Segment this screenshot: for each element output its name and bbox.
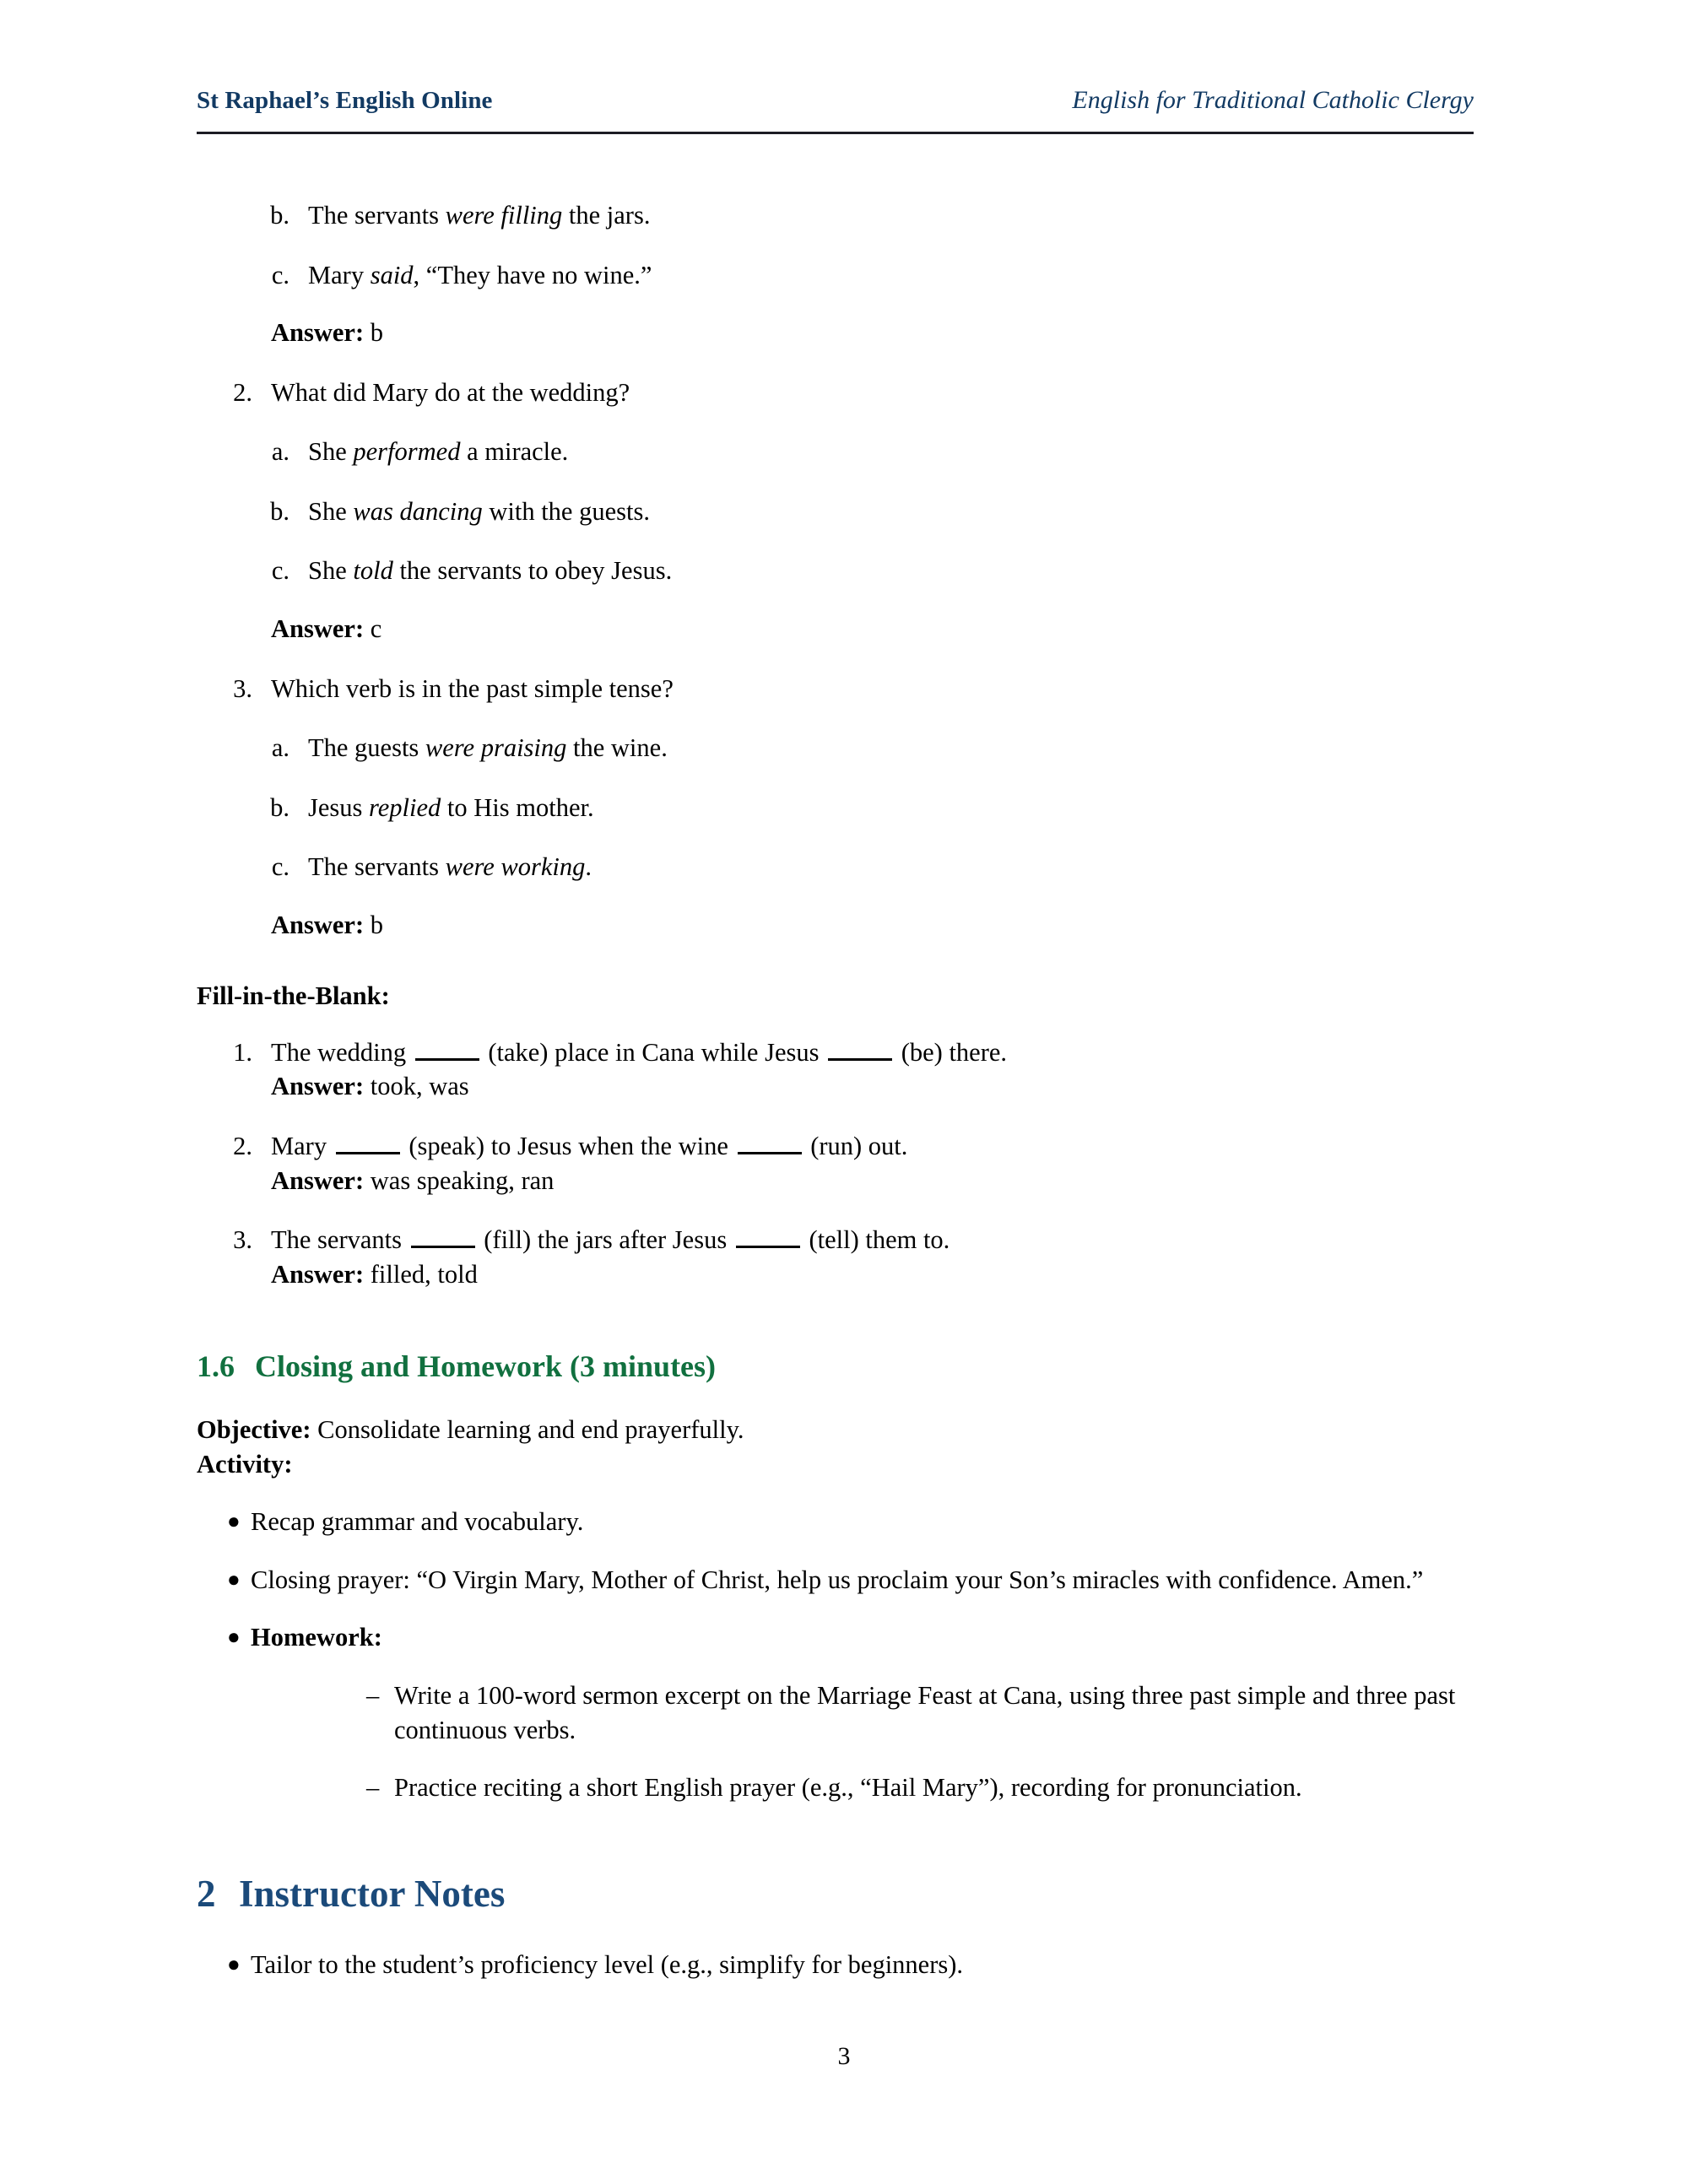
option-item — [197, 435, 1474, 469]
continued-options-list — [197, 198, 1474, 292]
objective-block — [197, 1413, 1474, 1481]
option-text-post: . — [585, 852, 592, 882]
option-text — [308, 556, 672, 585]
fib-sentence — [271, 1225, 950, 1254]
option-text-emphasis: was dancing — [353, 496, 483, 526]
fib-part2: (take) place in Cana while Jesus — [481, 1037, 826, 1067]
blank-underline — [411, 1225, 475, 1248]
section-title: Instructor Notes — [239, 1872, 506, 1915]
homework-sub-list — [251, 1679, 1474, 1805]
instructor-notes-list — [197, 1948, 1474, 1982]
fib-part1: The servants — [271, 1225, 408, 1255]
blank-underline — [415, 1037, 479, 1060]
option-text — [308, 437, 568, 466]
subsection-heading-closing — [197, 1347, 1474, 1387]
answer-label: Answer: — [271, 318, 365, 348]
option-text-post: with the guests. — [482, 496, 650, 526]
option-item — [197, 731, 1474, 765]
question-item — [197, 672, 1474, 706]
fill-in-the-blank-heading: Fill-in-the-Blank: — [197, 981, 390, 1011]
option-item — [197, 791, 1474, 825]
fib-part3: (run) out. — [803, 1132, 908, 1160]
fib-part1: The wedding — [271, 1037, 413, 1067]
question-text: Which verb is in the past simple tense? — [271, 673, 674, 703]
question-marker: 2. — [233, 377, 252, 407]
option-text-pre: Jesus — [308, 792, 370, 822]
objective-text: Consolidate learning and end prayerfully. — [311, 1415, 744, 1445]
option-list — [197, 731, 1474, 884]
objective-label: Objective: — [197, 1415, 311, 1445]
subsection-number: 1.6 — [197, 1349, 235, 1384]
option-text-emphasis: performed — [353, 437, 461, 467]
blank-underline — [336, 1132, 400, 1154]
fib-marker: 3. — [233, 1225, 252, 1255]
answer-line — [197, 316, 1474, 350]
answer-label: Answer: — [271, 614, 365, 643]
option-text — [308, 497, 650, 526]
question-marker: 3. — [233, 673, 252, 703]
bullet-icon: ● — [227, 1952, 241, 1977]
option-text-emphasis: were praising — [425, 733, 567, 763]
question-text: What did Mary do at the wedding? — [271, 377, 630, 407]
fib-part3: (tell) them to. — [802, 1225, 950, 1255]
fill-in-the-blank-item — [197, 1223, 1474, 1291]
option-marker: b. — [270, 201, 289, 230]
question-item — [197, 376, 1474, 410]
list-item-label: Recap grammar and vocabulary. — [251, 1507, 584, 1537]
fib-sentence — [271, 1132, 907, 1160]
option-text-post: the servants to obey Jesus. — [392, 556, 673, 586]
fib-part1: Mary — [271, 1132, 333, 1160]
blank-underline — [828, 1037, 892, 1060]
fib-answer-line — [271, 1164, 1474, 1198]
homework-label: Homework: — [251, 1623, 382, 1652]
option-marker: a. — [271, 733, 289, 763]
option-text-pre: She — [308, 437, 354, 467]
option-text-post: to His mother. — [441, 792, 594, 822]
question-list — [197, 672, 1474, 706]
option-text — [308, 261, 652, 289]
option-text-pre: The guests — [308, 733, 425, 763]
fib-sentence — [271, 1038, 1007, 1067]
blank-underline — [738, 1132, 802, 1154]
blank-underline — [736, 1225, 800, 1248]
subsection-title: Closing and Homework (3 minutes) — [255, 1349, 717, 1384]
list-item — [197, 1948, 1474, 1982]
option-text-emphasis: were filling — [445, 201, 563, 230]
bullet-icon: ● — [227, 1509, 241, 1534]
answer-label: Answer: — [271, 1072, 365, 1101]
bullet-icon: ● — [227, 1566, 241, 1592]
list-item-label: Tailor to the student’s proficiency level (e.g., simplify for beginners). — [251, 1950, 964, 1980]
page-content — [197, 173, 1474, 1982]
answer-line — [197, 908, 1474, 943]
list-item-label: Closing prayer: “O Virgin Mary, Mother of Christ, help us proclaim your Son’s miracles with confidence. Amen.” — [251, 1565, 1424, 1594]
fib-answer-line — [271, 1257, 1474, 1292]
answer-label: Answer: — [271, 1259, 365, 1289]
dash-icon: – — [366, 1773, 380, 1803]
fill-in-the-blank-item — [197, 1035, 1474, 1104]
answer-value: b — [370, 910, 383, 939]
option-item — [197, 198, 1474, 233]
bullet-icon: ● — [227, 1624, 241, 1650]
answer-value: c — [370, 614, 382, 643]
option-marker: b. — [270, 496, 289, 526]
fib-part3: (be) there. — [895, 1037, 1008, 1067]
option-marker: c. — [271, 852, 289, 882]
option-text — [308, 201, 650, 230]
option-text-pre: The servants — [308, 852, 446, 882]
option-marker: b. — [270, 792, 289, 822]
header-subtitle: English for Traditional Catholic Clergy — [1072, 86, 1474, 114]
list-item-label: Practice reciting a short English prayer (e.g., “Hail Mary”), recording for pronunciation. — [394, 1773, 1302, 1803]
activity-bullet-list — [197, 1505, 1474, 1804]
header-rule — [197, 132, 1474, 134]
option-item — [197, 554, 1474, 588]
answer-label: Answer: — [271, 910, 365, 939]
option-text-pre: She — [308, 556, 354, 586]
section-heading-instructor-notes — [197, 1869, 1474, 1920]
list-item — [251, 1679, 1474, 1747]
list-item — [251, 1770, 1474, 1805]
option-text-pre: Mary — [308, 260, 371, 289]
option-text — [308, 733, 668, 762]
answer-value: b — [370, 318, 383, 348]
list-item-homework — [197, 1620, 1474, 1804]
option-text-pre: She — [308, 496, 354, 526]
fib-answer-line — [271, 1069, 1474, 1104]
answer-label: Answer: — [271, 1165, 365, 1195]
answer-value: took, was — [370, 1072, 469, 1101]
option-marker: a. — [271, 437, 289, 467]
fib-marker: 1. — [233, 1037, 252, 1067]
answer-value: was speaking, ran — [370, 1165, 555, 1195]
option-text-post: the jars. — [562, 201, 651, 230]
option-item — [197, 850, 1474, 884]
fib-marker: 2. — [233, 1132, 252, 1160]
option-marker: c. — [271, 556, 289, 586]
option-text-pre: The servants — [308, 201, 446, 230]
answer-value: filled, told — [370, 1259, 478, 1289]
header-site-title: St Raphael’s English Online — [197, 87, 493, 114]
option-text-post: , “They have no wine.” — [413, 260, 652, 289]
objective-line — [197, 1413, 1474, 1447]
activity-label: Activity: — [197, 1449, 293, 1479]
option-item — [197, 258, 1474, 293]
option-text-post: the wine. — [566, 733, 668, 763]
option-text-emphasis: were working — [445, 852, 586, 882]
option-text-emphasis: told — [353, 556, 393, 586]
fill-in-the-blank-item — [197, 1129, 1474, 1197]
running-header — [197, 88, 1474, 113]
fib-part2: (fill) the jars after Jesus — [477, 1225, 733, 1255]
option-text — [308, 852, 592, 881]
dash-icon: – — [366, 1680, 380, 1710]
list-item — [197, 1505, 1474, 1539]
option-text — [308, 793, 594, 822]
option-text-post: a miracle. — [460, 437, 569, 467]
question-list — [197, 376, 1474, 410]
option-text-emphasis: said — [370, 260, 414, 289]
fib-part2: (speak) to Jesus when the wine — [402, 1132, 735, 1160]
option-item — [197, 495, 1474, 529]
option-list — [197, 435, 1474, 588]
answer-line — [197, 612, 1474, 646]
section-number: 2 — [197, 1872, 216, 1915]
page-number: 3 — [837, 2042, 851, 2070]
option-text-emphasis: replied — [369, 792, 441, 822]
list-item-label: Write a 100-word sermon excerpt on the Marriage Feast at Cana, using three past simple and three past continuous verbs. — [394, 1680, 1456, 1744]
option-marker: c. — [271, 260, 289, 289]
fill-in-the-blank-list — [197, 1035, 1474, 1291]
list-item — [197, 1563, 1474, 1597]
